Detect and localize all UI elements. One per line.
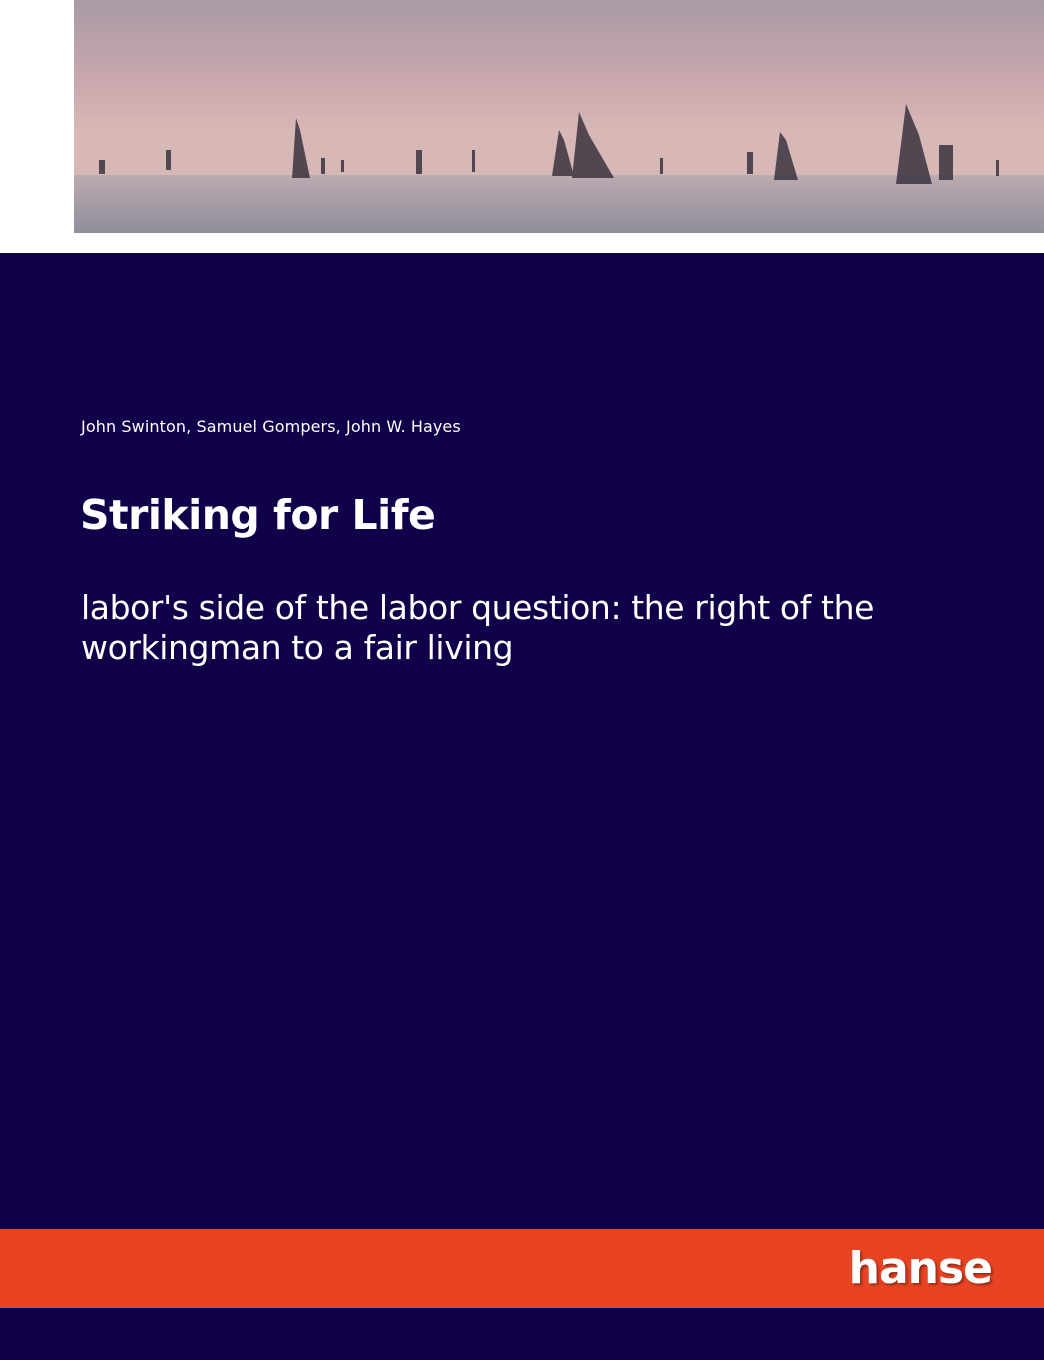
author-list: John Swinton, Samuel Gompers, John W. Hayes <box>81 417 461 436</box>
book-subtitle: labor's side of the labor question: the right of the workingman to a fair living <box>81 588 874 667</box>
cover-photo <box>74 0 1044 233</box>
publisher-logo: hanse <box>848 1243 992 1294</box>
tall-ships-image <box>74 0 1044 233</box>
book-title: Striking for Life <box>80 491 436 539</box>
